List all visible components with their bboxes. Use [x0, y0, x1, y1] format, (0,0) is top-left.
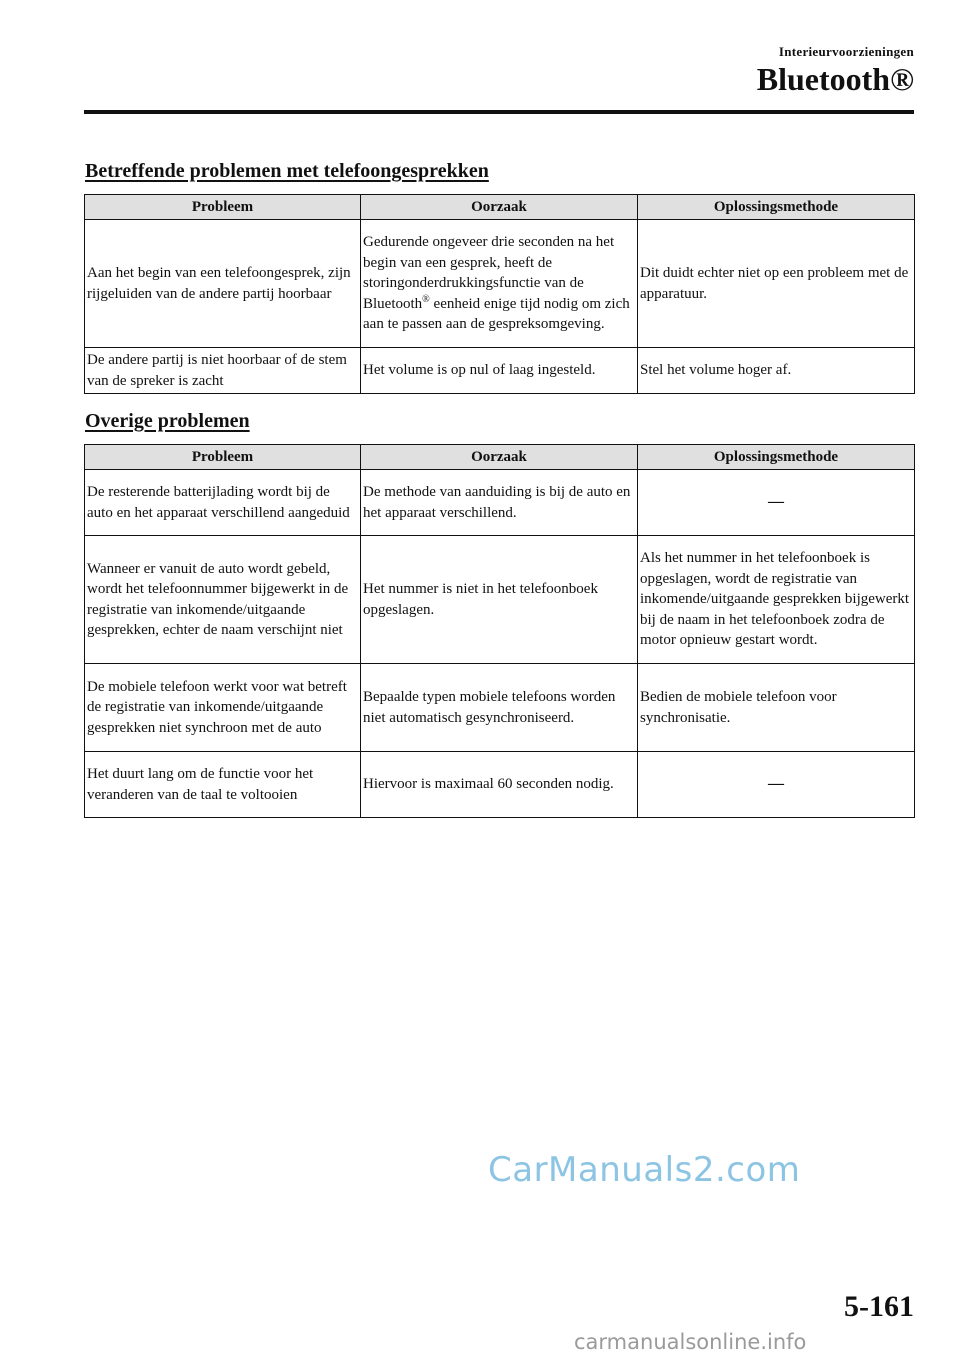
section-name: Interieurvoorzieningen — [778, 44, 914, 59]
column-header-cause: Oorzaak — [361, 445, 638, 470]
column-header-problem: Probleem — [85, 195, 361, 220]
solution-cell: Als het nummer in het telefoonboek is opgeslagen, wordt de registratie van inkomende/uitgaande gesprekken bijgewerkt bij de naam in het telefoonboek zodra de motor opnieuw gestart wordt. — [638, 536, 915, 664]
footer-url: carmanualsonline.info — [574, 1330, 807, 1354]
cause-cell: Bepaalde typen mobiele telefoons worden niet automatisch gesynchroniseerd. — [361, 664, 638, 752]
problem-cell: Het duurt lang om de functie voor het veranderen van de taal te voltooien — [85, 752, 361, 818]
solution-cell: Stel het volume hoger af. — [638, 348, 915, 394]
section-heading-other-problems: Overige problemen — [85, 410, 250, 432]
table-row — [85, 664, 915, 752]
problem-cell: De resterende batterijlading wordt bij de auto en het apparaat verschillend aangeduid — [85, 470, 361, 536]
page-title: Bluetooth® — [756, 61, 914, 97]
table-row — [85, 752, 915, 818]
table-row — [85, 470, 915, 536]
column-header-cause: Oorzaak — [361, 195, 638, 220]
table-row — [85, 536, 915, 664]
table-row — [85, 348, 915, 394]
phone-call-problems-table — [84, 194, 915, 394]
watermark-text: CarManuals2.com — [488, 1150, 801, 1190]
registered-mark: ® — [422, 293, 430, 305]
header-divider — [84, 110, 914, 114]
other-problems-table — [84, 444, 915, 818]
cause-cell: De methode van aanduiding is bij de auto en het apparaat verschillend. — [361, 470, 638, 536]
cause-cell: Het nummer is niet in het telefoonboek opgeslagen. — [361, 536, 638, 664]
problem-cell: Aan het begin van een telefoongesprek, zijn rijgeluiden van de andere partij hoorbaar — [85, 220, 361, 348]
table-header-row — [85, 195, 915, 220]
problem-cell: Wanneer er vanuit de auto wordt gebeld, wordt het telefoonnummer bijgewerkt in de registratie van inkomende/uitgaande gesprekken, echter de naam verschijnt niet — [85, 536, 361, 664]
solution-cell: Bedien de mobiele telefoon voor synchronisatie. — [638, 664, 915, 752]
cause-text: Gedurende ongeveer drie seconden na het begin van een gesprek, heeft de storingonderdrukkingsfunctie van de Bluetooth — [363, 234, 615, 312]
column-header-solution: Oplossingsmethode — [638, 445, 915, 470]
cause-text: eenheid enige tijd nodig om zich aan te passen aan de gespreksomgeving. — [363, 295, 630, 333]
cause-cell: Het volume is op nul of laag ingesteld. — [361, 348, 638, 394]
cause-cell: Hiervoor is maximaal 60 seconden nodig. — [361, 752, 638, 818]
solution-cell: Dit duidt echter niet op een probleem met de apparatuur. — [638, 220, 915, 348]
solution-cell: — — [638, 470, 915, 536]
solution-cell: — — [638, 752, 915, 818]
problem-cell: De andere partij is niet hoorbaar of de stem van de spreker is zacht — [85, 348, 361, 394]
page-number: 5-161 — [844, 1290, 914, 1323]
column-header-solution: Oplossingsmethode — [638, 195, 915, 220]
table-header-row — [85, 445, 915, 470]
table-row — [85, 220, 915, 348]
section-heading-phone-calls: Betreffende problemen met telefoongesprekken — [85, 160, 489, 182]
cause-cell — [361, 220, 638, 348]
column-header-problem: Probleem — [85, 445, 361, 470]
problem-cell: De mobiele telefoon werkt voor wat betreft de registratie van inkomende/uitgaande gesprekken niet synchroon met de auto — [85, 664, 361, 752]
